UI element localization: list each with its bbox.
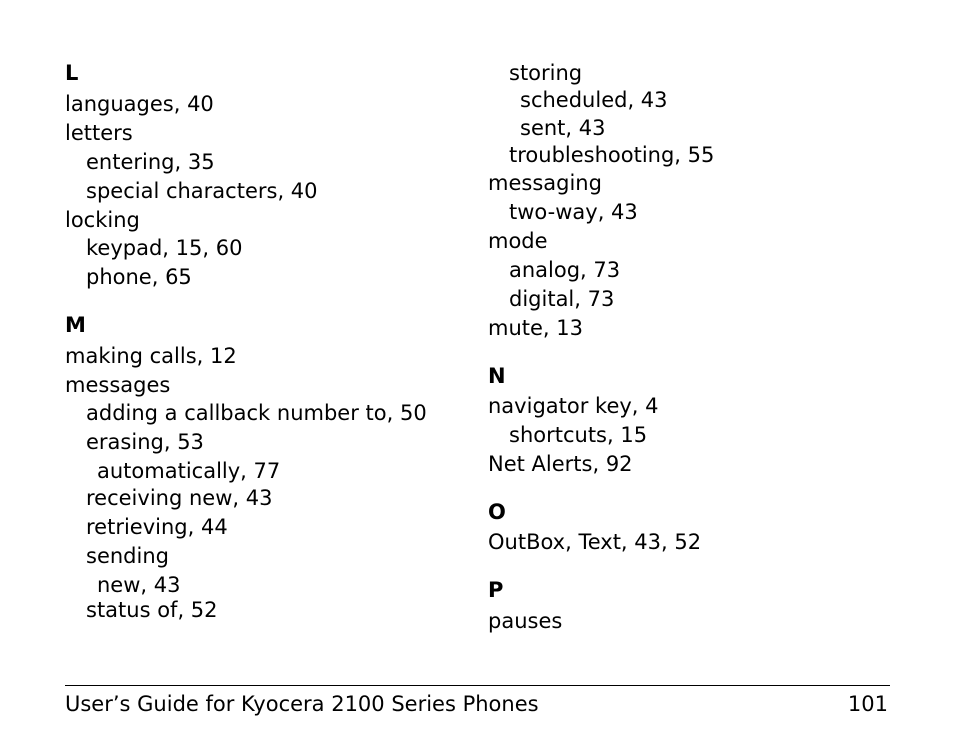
index-subsubentry: scheduled, 43 — [520, 88, 668, 112]
index-subentry: digital, 73 — [509, 287, 615, 311]
index-heading-l: L — [65, 61, 79, 85]
index-heading-n: N — [488, 364, 506, 388]
index-heading-m: M — [65, 313, 86, 337]
index-subentry: shortcuts, 15 — [509, 423, 648, 447]
index-entry: Net Alerts, 92 — [488, 452, 633, 476]
index-subentry: keypad, 15, 60 — [86, 236, 243, 260]
index-subentry: storing — [509, 61, 583, 85]
index-entry: messages — [65, 373, 171, 397]
index-subentry: retrieving, 44 — [86, 515, 228, 539]
index-subentry: entering, 35 — [86, 150, 215, 174]
index-subsubentry: automatically, 77 — [97, 459, 281, 483]
index-subentry: status of, 52 — [86, 598, 218, 622]
index-subentry: two-way, 43 — [509, 200, 638, 224]
index-heading-p: P — [488, 578, 504, 602]
footer-title: User’s Guide for Kyocera 2100 Series Phones — [65, 692, 539, 716]
index-subentry: receiving new, 43 — [86, 486, 273, 510]
index-entry: locking — [65, 208, 140, 232]
index-subsubentry: new, 43 — [97, 573, 181, 597]
index-entry: messaging — [488, 171, 602, 195]
index-entry: pauses — [488, 609, 563, 633]
index-entry: languages, 40 — [65, 92, 214, 116]
index-subsubentry: sent, 43 — [520, 116, 606, 140]
index-subentry: phone, 65 — [86, 265, 192, 289]
page-number: 101 — [847, 692, 888, 716]
index-entry: making calls, 12 — [65, 344, 237, 368]
index-subentry: sending — [86, 544, 169, 568]
index-entry: mute, 13 — [488, 316, 583, 340]
index-subentry: erasing, 53 — [86, 430, 204, 454]
index-entry: navigator key, 4 — [488, 394, 659, 418]
index-entry: OutBox, Text, 43, 52 — [488, 530, 702, 554]
index-subentry: special characters, 40 — [86, 179, 318, 203]
index-entry: letters — [65, 121, 133, 145]
index-subentry: adding a callback number to, 50 — [86, 401, 427, 425]
footer-divider — [65, 685, 890, 686]
index-entry: mode — [488, 229, 548, 253]
index-subentry: analog, 73 — [509, 258, 621, 282]
index-heading-o: O — [488, 500, 506, 524]
index-subentry: troubleshooting, 55 — [509, 143, 715, 167]
